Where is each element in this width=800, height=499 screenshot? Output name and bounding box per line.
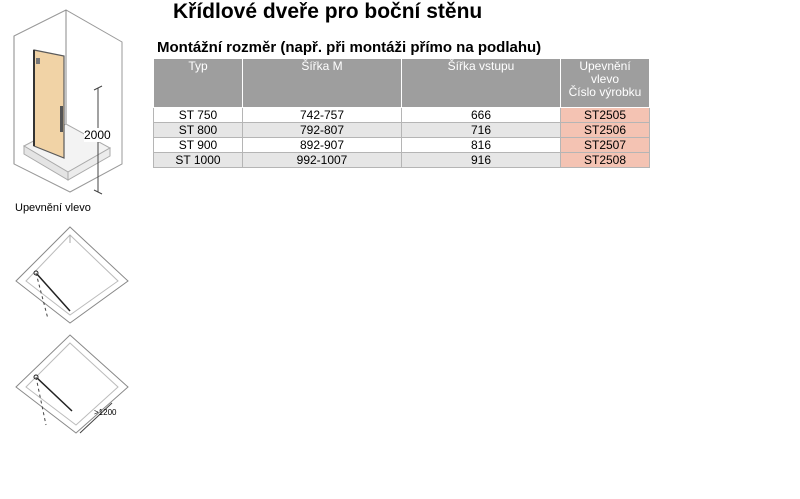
table-row bbox=[154, 123, 650, 138]
spec-table bbox=[153, 58, 650, 168]
cell-sirka-vstupu: 816 bbox=[402, 138, 561, 153]
table-subtitle: Montážní rozměr (např. při montáži přímo na podlahu) bbox=[157, 39, 542, 56]
header-line-3: Číslo výrobku bbox=[568, 85, 642, 99]
table-row bbox=[154, 138, 650, 153]
header-cislo-vyrobku bbox=[561, 59, 650, 108]
cell-typ: ST 900 bbox=[154, 138, 243, 153]
plan-view-top bbox=[14, 225, 129, 325]
cell-sirka-m: 892-907 bbox=[243, 138, 402, 153]
cell-cislo: ST2506 bbox=[561, 123, 650, 138]
mounting-caption: Upevnění vlevo bbox=[15, 202, 91, 214]
page-title: Křídlové dveře pro boční stěnu bbox=[173, 0, 483, 23]
cell-sirka-m: 742-757 bbox=[243, 108, 402, 123]
cell-sirka-vstupu: 666 bbox=[402, 108, 561, 123]
header-line-2: vlevo bbox=[590, 72, 619, 86]
header-sirka-vstupu: Šířka vstupu bbox=[402, 59, 561, 108]
cell-sirka-m: 792-807 bbox=[243, 123, 402, 138]
cell-typ: ST 800 bbox=[154, 123, 243, 138]
table-row bbox=[154, 108, 650, 123]
header-sirka-m: Šířka M bbox=[243, 59, 402, 108]
cell-cislo: ST2507 bbox=[561, 138, 650, 153]
cell-cislo: ST2508 bbox=[561, 153, 650, 168]
height-dimension-label: 2000 bbox=[84, 128, 111, 142]
shower-3d-illustration bbox=[10, 8, 140, 198]
plan-view-bottom bbox=[14, 333, 139, 438]
header-typ: Typ bbox=[154, 59, 243, 108]
plan-dimension-label: >1200 bbox=[94, 408, 117, 417]
cell-typ: ST 1000 bbox=[154, 153, 243, 168]
cell-typ: ST 750 bbox=[154, 108, 243, 123]
cell-sirka-m: 992-1007 bbox=[243, 153, 402, 168]
cell-sirka-vstupu: 716 bbox=[402, 123, 561, 138]
cell-cislo: ST2505 bbox=[561, 108, 650, 123]
header-line-1: Upevnění bbox=[579, 59, 631, 73]
table-header-row bbox=[154, 59, 650, 108]
cell-sirka-vstupu: 916 bbox=[402, 153, 561, 168]
table-row bbox=[154, 153, 650, 168]
